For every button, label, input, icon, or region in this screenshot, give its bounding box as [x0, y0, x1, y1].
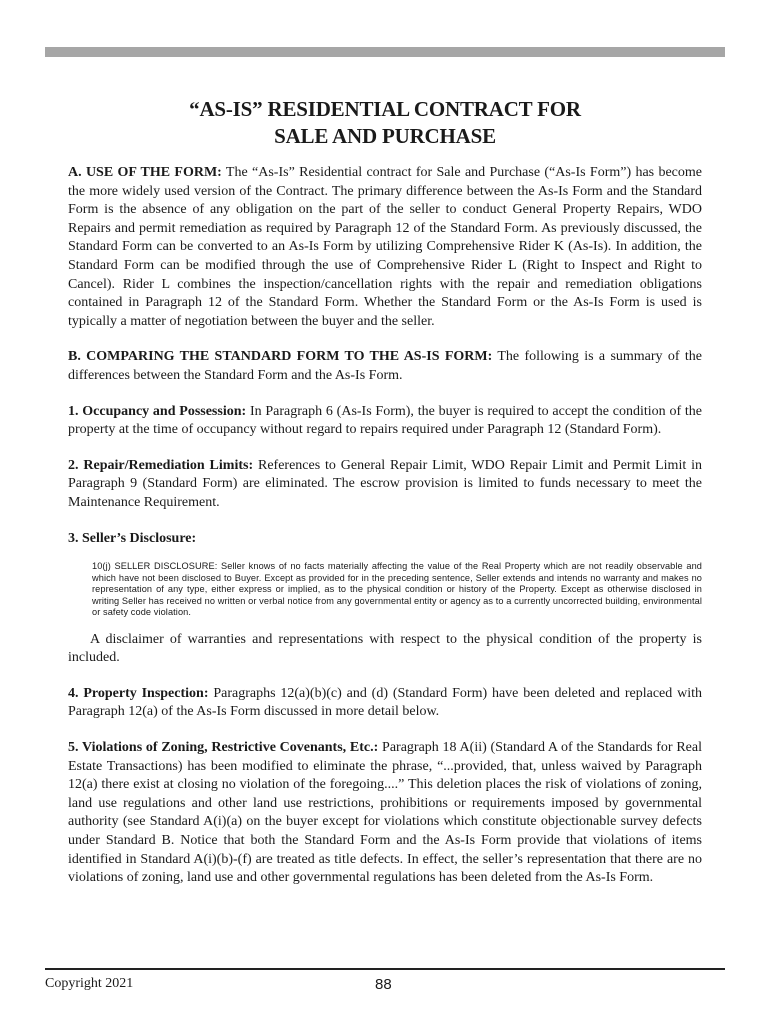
section-b-text: The following is a summary of the differences between the Standard Form and the As-Is Form.	[68, 349, 702, 383]
section-5-text: Paragraph 18 A(ii) (Standard A of the Standards for Real Estate Transactions) has been modified to eliminate the phrase, “...provided, that, unless waived by Paragraph 12(a) there exist at closing no violation of the foregoing....” This deletion places the risk of violations of zoning, land use regulations and other land use restrictions, prohibitions or requirements imposed by governmental authority (see Standard A(i)(a) on the buyer except for violations which constitute objectionable survey defects under Standard B. Notice that both the Standard Form and the As-Is Form provide that violations of items identified in Standard A(i)(b)-(f) are treated as title defects. In effect, the seller’s representation that there are no violations of zoning, land use and other governmental regulations has been deleted from the As-Is Form.	[68, 739, 702, 886]
section-4	[68, 685, 702, 722]
section-3-text: A disclaimer of warranties and representations with respect to the physical condition of the property is included.	[68, 631, 702, 666]
section-3-heading: 3. Seller’s Disclosure:	[68, 530, 197, 546]
title-line-1: “AS-IS” RESIDENTIAL CONTRACT FOR	[189, 97, 581, 121]
section-b	[68, 348, 702, 385]
section-a-heading: A. USE OF THE FORM:	[68, 165, 222, 180]
seller-disclosure-quote: 10(j) SELLER DISCLOSURE: Seller knows of no facts materially affecting the value of the Real Property which are not readily observable and which have not been disclosed to Buyer. Except as provided for in the preceding sentence, Seller extends and intends no warranty and makes no representation of any type, either express or implied, as to the physical condition or history of the Property. Except as otherwise disclosed in writing Seller has received no written or verbal notice from any governmental entity or agency as to a currently uncorrected building, environmental or safety code violation.	[92, 561, 702, 618]
section-4-heading: 4. Property Inspection:	[68, 685, 209, 701]
section-1	[68, 403, 702, 440]
section-5	[68, 739, 702, 888]
copyright-text: Copyright 2021	[45, 976, 134, 991]
page-number: 88	[375, 976, 392, 993]
document-body	[68, 96, 702, 905]
footer-divider	[45, 968, 725, 970]
section-a-text: The “As-Is” Residential contract for Sale and Purchase (“As-Is Form”) has become the more widely used version of the Contract. The primary difference between the As-Is Form and the Standard Form is the absence of any obligation on the part of the seller to conduct General Property Repairs, WDO Repairs and permit remediation as required by Paragraph 12 of the Standard Form. As previously discussed, the Standard Form can be converted to an As-Is Form by utilizing Comprehensive Rider K (As-Is). In addition, the Standard Form can be modified through the use of Comprehensive Rider L (Right to Inspect and Right to Cancel). Rider L combines the inspection/cancellation rights with the repair and remediation obligations contained in Paragraph 12 of the Standard Form. Whether the Standard Form or the As-Is Form is used is typically a matter of negotiation between the buyer and the seller.	[68, 165, 702, 329]
section-2	[68, 457, 702, 513]
section-1-heading: 1. Occupancy and Possession:	[68, 403, 247, 419]
section-1-text: In Paragraph 6 (As-Is Form), the buyer is required to accept the condition of the property at the time of occupancy without regard to repairs required under Paragraph 12 (Standard Form).	[68, 403, 702, 438]
section-2-heading: 2. Repair/Remediation Limits:	[68, 457, 254, 473]
section-b-heading: B. COMPARING THE STANDARD FORM TO THE AS-IS FORM:	[68, 349, 493, 365]
section-3	[68, 530, 702, 549]
section-4-text: Paragraphs 12(a)(b)(c) and (d) (Standard Form) have been deleted and replaced with Paragraph 12(a) of the As-Is Form discussed in more detail below.	[68, 685, 702, 720]
header-bar	[45, 47, 725, 57]
title-line-2: SALE AND PURCHASE	[274, 124, 496, 148]
section-a	[68, 164, 702, 331]
section-5-heading: 5. Violations of Zoning, Restrictive Covenants, Etc.:	[68, 739, 379, 755]
page-title	[68, 96, 702, 150]
section-2-text: References to General Repair Limit, WDO Repair Limit and Permit Limit in Paragraph 9 (Standard Form) are eliminated. The escrow provision is limited to funds necessary to meet the Maintenance Requirement.	[68, 457, 702, 510]
